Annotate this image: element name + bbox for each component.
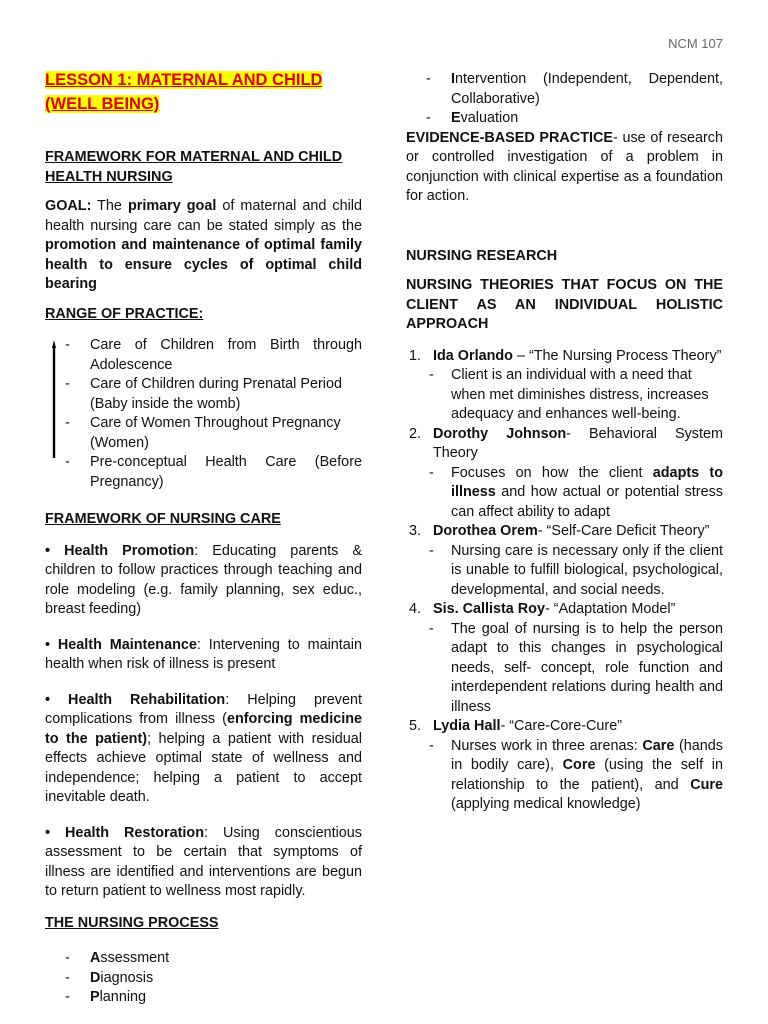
process-step-letter: E	[451, 110, 461, 126]
right-column	[406, 70, 723, 815]
theory-desc-text: The goal of nursing is to help the person adapt to this changes in psychological needs, self- concept, role function and interdependent relations during health and illness	[451, 620, 723, 715]
process-step	[406, 109, 723, 129]
theory-desc-part: Focuses on how the client	[451, 464, 653, 481]
health-restoration-label: • Health Restoration	[45, 824, 204, 841]
range-item	[45, 453, 362, 492]
dash-icon: -	[65, 337, 70, 353]
dash-icon: -	[426, 110, 431, 126]
health-rehabilitation-paragraph	[45, 691, 362, 808]
health-promotion-label: • Health Promotion	[45, 542, 195, 559]
theory-title: - “Care-Core-Cure”	[500, 718, 622, 734]
theory-title: - “Self-Care Deficit Theory”	[537, 523, 710, 539]
lesson-title: LESSON 1: MATERNAL AND CHILD (WELL BEING)	[45, 71, 323, 113]
theory-desc	[429, 737, 723, 815]
theory-title: - “Adaptation Model”	[544, 601, 676, 617]
dash-icon: -	[429, 737, 434, 754]
goal-text-1: The	[91, 198, 128, 214]
theory-title-line	[433, 522, 723, 542]
care-heading: FRAMEWORK OF NURSING CARE	[45, 511, 281, 527]
ebp-text: - use of research or controlled investigation of a problem in conjunction with clinical expertise as a foundation for action.	[406, 129, 724, 204]
nursing-process-list	[45, 949, 362, 1008]
process-step-letter: P	[90, 989, 100, 1005]
process-step-text-wrap	[451, 70, 723, 109]
nursing-process-list-continued	[406, 70, 723, 129]
theory-desc-list	[429, 737, 723, 815]
nursing-research-heading: NURSING RESEARCH	[406, 247, 558, 264]
health-rehabilitation-text-1: : Helping prevent complications from illness (	[45, 691, 363, 727]
dash-icon: -	[426, 71, 431, 87]
health-rehabilitation-label: • Health Rehabilitation	[45, 691, 226, 708]
ebp-label: EVIDENCE-BASED PRACTICE	[406, 129, 613, 146]
theorist-name: Sis. Callista Roy	[433, 601, 545, 617]
nursing-theories-heading: NURSING THEORIES THAT FOCUS ON THE CLIENT AS AN INDIVIDUAL HOLISTIC APPROACH	[406, 277, 723, 332]
theory-title: – “The Nursing Process Theory”	[512, 347, 722, 364]
bullet-icon: •	[45, 636, 58, 653]
theory-title-line	[433, 347, 723, 367]
goal-paragraph	[45, 197, 362, 295]
process-step-text: iagnosis	[100, 969, 154, 986]
process-step	[45, 988, 362, 1008]
framework-heading: FRAMEWORK FOR MATERNAL AND CHILD HEALTH NURSING	[45, 149, 343, 185]
range-list-wrapper	[45, 336, 362, 492]
goal-label: GOAL:	[45, 198, 92, 214]
dash-icon: -	[429, 464, 434, 481]
range-item-text: Care of Women Throughout Pregnancy (Women)	[90, 415, 341, 451]
health-maintenance-text: : Intervening to maintain health when risk of illness is present	[45, 636, 363, 672]
theory-desc-bold: Care	[642, 737, 675, 754]
theory-desc-bold: adapts to illness	[451, 464, 724, 500]
theory-desc-bold: Cure	[690, 776, 723, 793]
process-step-text: valuation	[460, 110, 519, 126]
theorist-name: Ida Orlando	[433, 347, 513, 364]
dash-icon: -	[429, 542, 434, 559]
health-restoration-paragraph	[45, 824, 362, 902]
range-item	[45, 414, 362, 453]
process-step-letter: I	[451, 71, 455, 87]
theory-desc-text	[451, 464, 723, 523]
dash-icon: -	[429, 367, 434, 383]
theory-desc-part: and how actual or potential stress can affect ability to adapt	[451, 484, 723, 520]
theory-item	[406, 425, 723, 523]
theory-number: 3.	[409, 523, 422, 539]
theory-desc-list	[429, 542, 723, 601]
theory-number: 5.	[409, 718, 422, 734]
theory-title-line	[433, 600, 723, 620]
theory-desc-part: (hands in bodily care),	[451, 737, 723, 773]
theory-desc-part: Nurses work in three arenas:	[451, 737, 643, 754]
dash-icon: -	[65, 969, 70, 986]
health-rehabilitation-bold: enforcing medicine to the patient)	[45, 711, 362, 747]
dash-icon: -	[65, 989, 70, 1005]
health-promotion-paragraph	[45, 542, 362, 620]
dash-icon: -	[65, 376, 70, 392]
theory-number: 1.	[409, 347, 422, 364]
goal-text-2: of maternal and child health nursing care can be stated simply as the	[45, 198, 362, 234]
health-rehabilitation-text-2: ; helping a patient with residual effects achieve optimal state of wellness and independence; helping a patient to accept inevitable death.	[45, 730, 362, 805]
range-item	[45, 336, 362, 375]
process-step-text: lanning	[99, 989, 147, 1005]
left-column	[45, 68, 362, 1008]
course-code: NCM 107	[668, 36, 723, 51]
health-restoration-text: : Using conscientious assessment to be certain that symptoms of illness are identified and interventions are begun to return patient to wellness most rapidly.	[45, 824, 362, 899]
theory-desc	[429, 542, 723, 601]
theorist-name: Dorothy Johnson	[433, 425, 567, 442]
range-item-text: Care of Children from Birth through Adolescence	[90, 337, 362, 373]
health-promotion-text: : Educating parents & children to follow practices through teaching and role modeling (e.g. family planning, sex educ., breast feeding)	[45, 542, 362, 617]
theory-title-line	[433, 717, 723, 737]
range-list	[45, 336, 362, 492]
theory-desc	[429, 464, 724, 523]
theorist-name: Lydia Hall	[433, 718, 501, 734]
dash-icon: -	[65, 415, 70, 431]
health-maintenance-label: Health Maintenance	[57, 636, 197, 653]
dash-icon: -	[65, 454, 70, 470]
theory-desc	[429, 620, 723, 718]
theory-item	[406, 717, 723, 815]
theory-item	[406, 347, 723, 425]
theory-desc-text: Client is an individual with a need that when met diminishes distress, increases adequacy and enhances well-being.	[451, 367, 709, 422]
goal-bold-1: primary goal	[127, 198, 217, 214]
theory-title: - Behavioral System Theory	[433, 425, 723, 461]
process-step-text: ntervention (Independent, Dependent, Collaborative)	[451, 71, 723, 107]
theory-desc-list	[429, 366, 723, 425]
range-item-text: Care of Children during Prenatal Period (Baby inside the womb)	[90, 376, 342, 412]
theory-desc-part: (applying medical knowledge)	[451, 796, 641, 812]
theory-number: 2.	[409, 425, 422, 442]
theory-desc-text	[451, 737, 723, 815]
dash-icon: -	[429, 620, 434, 637]
ebp-paragraph	[406, 129, 723, 207]
theory-desc-text: Nursing care is necessary only if the client is unable to fulfill biological, psychological, developmental, and social needs.	[451, 542, 723, 598]
theory-title-line	[433, 425, 723, 464]
goal-bold-2: promotion and maintenance of optimal family health to ensure cycles of optimal child bearing	[45, 237, 362, 292]
theory-number: 4.	[409, 601, 422, 617]
process-step-letter: A	[90, 950, 101, 966]
theories-list	[406, 347, 723, 815]
theory-desc-part: (using the self in relationship to the patient), and	[451, 757, 723, 793]
theorist-name: Dorothea Orem	[433, 523, 538, 539]
health-maintenance-paragraph	[45, 636, 362, 675]
theory-item	[406, 600, 723, 717]
nursing-process-heading: THE NURSING PROCESS	[45, 914, 219, 931]
process-step	[45, 949, 362, 969]
theory-item	[406, 522, 723, 600]
theory-desc-list	[429, 464, 724, 523]
range-heading: RANGE OF PRACTICE:	[45, 305, 204, 322]
theory-desc-list	[429, 620, 723, 718]
process-step-text: ssessment	[100, 950, 170, 966]
theory-desc	[429, 366, 723, 425]
range-item	[45, 375, 362, 414]
theory-desc-bold: Core	[562, 757, 596, 773]
range-item-text: Pre-conceptual Health Care (Before Pregnancy)	[90, 454, 362, 490]
process-step	[406, 70, 723, 109]
dash-icon: -	[65, 950, 70, 966]
lesson-title-block	[45, 68, 362, 116]
process-step-letter: D	[90, 969, 101, 986]
process-step	[45, 969, 362, 989]
